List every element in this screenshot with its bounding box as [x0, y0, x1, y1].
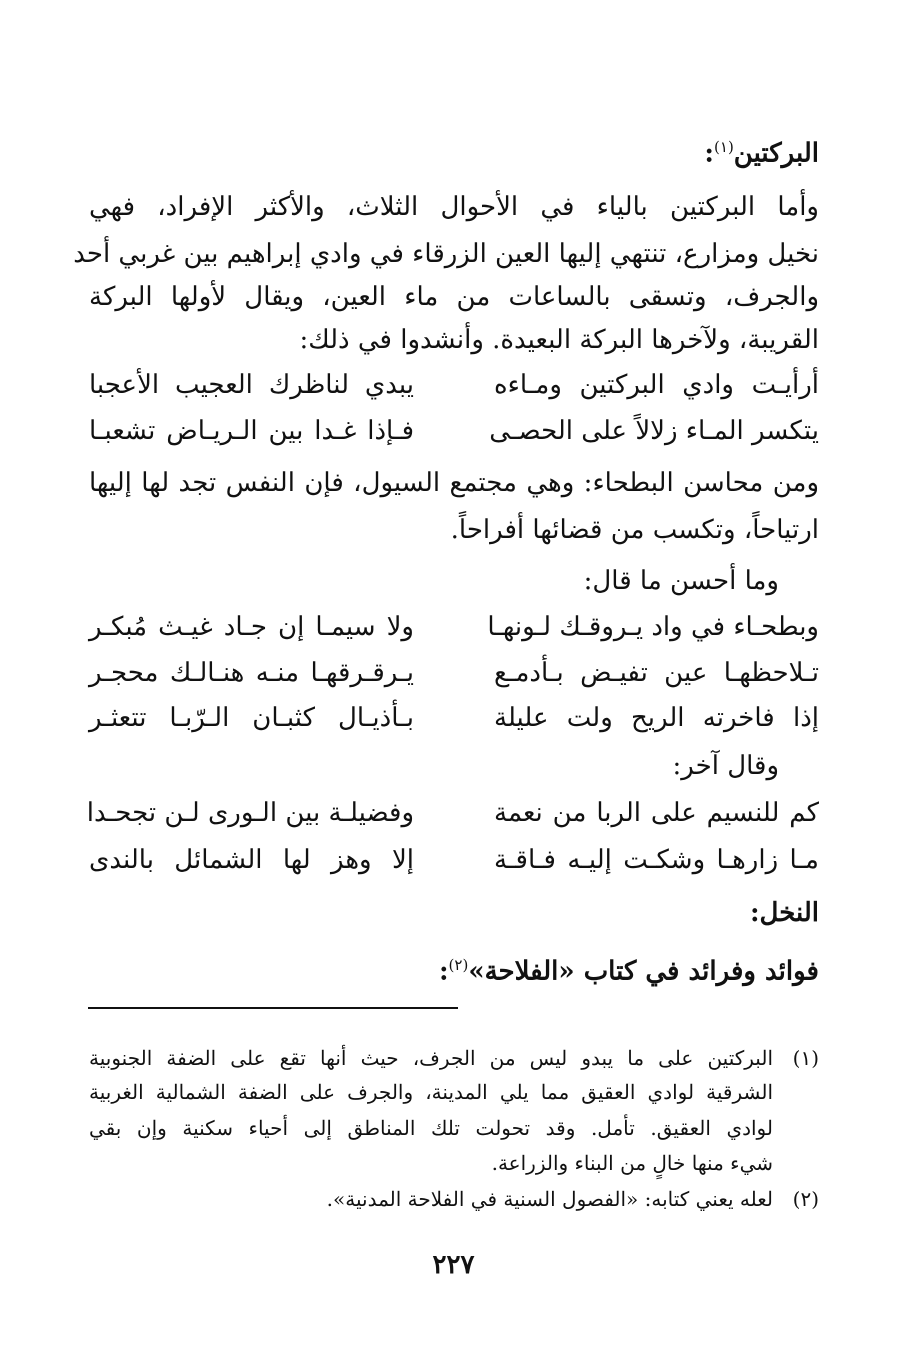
- footnote-number: (٢): [792, 1187, 819, 1211]
- footnote-text: الشرقية لوادي العقيق مما يلي المدينة، والجرف على الضفة الشمالية الغربية: [89, 1080, 773, 1104]
- poem-verse: [89, 607, 819, 647]
- verse-second-hemistich: إلا وهز لها الشمائل بالندى: [89, 845, 414, 875]
- poem-verse: [89, 653, 819, 693]
- heading-text: البركتين: [733, 138, 819, 169]
- section-heading-nakhl: النخل:: [749, 898, 819, 928]
- verse-second-hemistich: ولا سيمـا إن جـاد غيـث مُبكـر: [89, 612, 414, 642]
- section-heading-fawaid: [89, 945, 819, 992]
- verse-second-hemistich: وفضيلـة بين الـورى لـن تجحـدا: [86, 798, 414, 828]
- footnote-text: البركتين على ما يبدو ليس من الجرف، حيث أنها تقع على الضفة الجنوبية: [89, 1046, 773, 1070]
- verse-second-hemistich: بـأذيـال كثبـان الـرّبـا تتعثـر: [89, 703, 414, 733]
- poem-intro: وما أحسن ما قال:: [583, 566, 779, 596]
- paragraph-line: وأما البركتين بالياء في الأحوال الثلاث، والأكثر الإفراد، فهي: [89, 192, 819, 222]
- footnote-ref[interactable]: (٢): [448, 956, 469, 974]
- paragraph-line: ومن محاسن البطحاء: وهي مجتمع السيول، فإن النفس تجد لها إليها: [89, 468, 819, 498]
- verse-first-hemistich: يتكسر المـاء زلالاً على الحصـى: [489, 416, 819, 446]
- heading-text: فوائد وفرائد في كتاب «الفلاحة»: [468, 956, 819, 987]
- poem-verse: [89, 698, 819, 738]
- heading-colon: :: [704, 138, 715, 169]
- verse-second-hemistich: يـرقـرقهـا منـه هنـالـك محجـر: [89, 658, 414, 688]
- poem-verse: [89, 411, 819, 451]
- verse-second-hemistich: فـإذا غـدا بين الـريـاض تشعبـا: [89, 416, 414, 446]
- paragraph-line: والجرف، وتسقى بالساعات من ماء العين، ويقال لأولها البركة: [89, 282, 819, 312]
- paragraph-line: نخيل ومزارع، تنتهي إليها العين الزرقاء في وادي إبراهيم بين غربي أحد: [73, 239, 819, 269]
- verse-first-hemistich: تـلاحظهـا عين تفيـض بـأدمـع: [494, 658, 819, 688]
- footnote-separator: [88, 1007, 458, 1009]
- section-heading-barkatayn: [89, 127, 819, 174]
- poem-verse: [89, 365, 819, 405]
- verse-first-hemistich: وبطحـاء في واد يـروقـك لـونهـا: [487, 612, 819, 642]
- verse-second-hemistich: يبدي لناظرك العجيب الأعجبا: [89, 370, 414, 400]
- footnote-ref[interactable]: (١): [714, 138, 734, 156]
- footnote-text: شيء منها خالٍ من البناء والزراعة.: [491, 1151, 773, 1175]
- verse-first-hemistich: كم للنسيم على الربا من نعمة: [494, 798, 819, 828]
- footnote-number: (١): [792, 1046, 819, 1070]
- page-number: ٢٢٧: [432, 1250, 475, 1280]
- poem-intro: وقال آخر:: [672, 751, 779, 781]
- verse-first-hemistich: إذا فاخرته الريح ولت عليلة: [494, 703, 819, 733]
- paragraph-line: القريبة، ولآخرها البركة البعيدة. وأنشدوا في ذلك:: [299, 325, 819, 355]
- footnote-text: لعله يعني كتابه: «الفصول السنية في الفلاحة المدنية».: [326, 1187, 773, 1211]
- verse-first-hemistich: أرأيـت وادي البركتين ومـاءه: [494, 370, 819, 400]
- paragraph-line: ارتياحاً، وتكسب من قضائها أفراحاً.: [450, 515, 819, 545]
- verse-first-hemistich: مـا زارهـا وشكـت إليـه فـاقـة: [494, 845, 819, 875]
- heading-colon: :: [438, 956, 449, 987]
- footnote-text: لوادي العقيق. تأمل. وقد تحولت تلك المناطق إلى أحياء سكنية وإن بقي: [89, 1116, 773, 1140]
- poem-verse: [89, 840, 819, 880]
- poem-verse: [86, 793, 819, 833]
